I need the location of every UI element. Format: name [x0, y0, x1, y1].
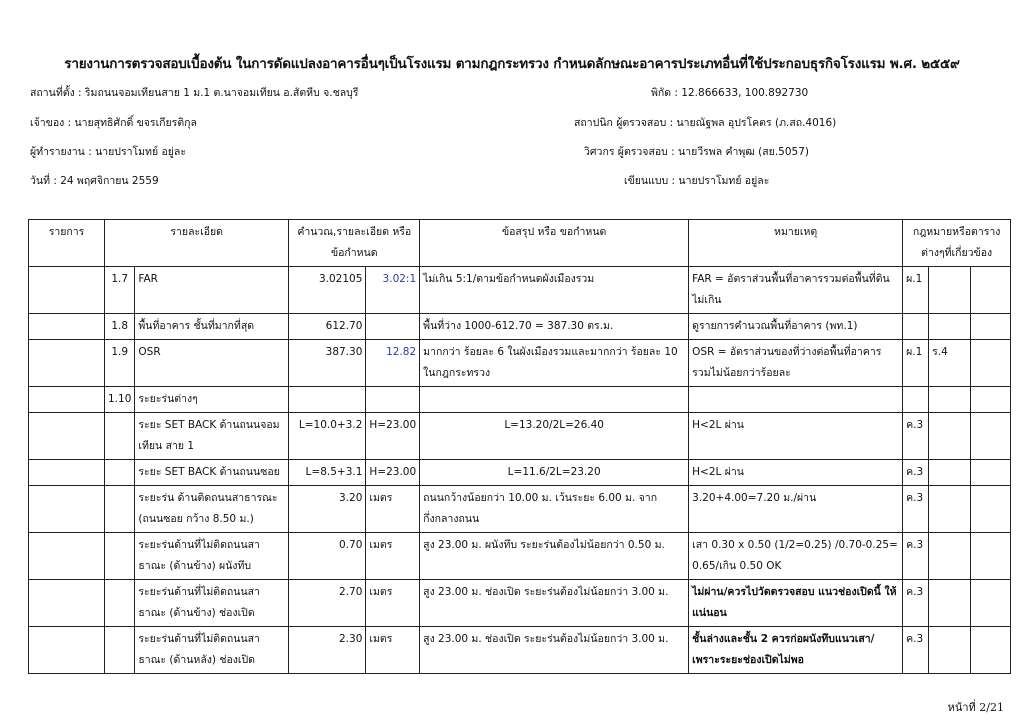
row-no	[105, 413, 135, 460]
row-law-3	[971, 460, 1011, 486]
row-no: 1.9	[105, 340, 135, 387]
row-law-2	[929, 387, 971, 413]
row-law-3	[971, 413, 1011, 460]
row-law-2	[929, 627, 971, 674]
row-detail: FAR	[135, 267, 289, 314]
row-law-3	[971, 340, 1011, 387]
row-conclusion: ไม่เกิน 5:1/ตามข้อกำหนดผังเมืองรวม	[420, 267, 689, 314]
row-law-3	[971, 486, 1011, 533]
info-drafter: เขียนแบบ : นายปราโมทย์ อยู่ละ	[624, 175, 770, 187]
row-law: ผ.1	[903, 340, 929, 387]
row-remark: ชั้นล่างและชั้น 2 ควรก่อผนังทึบแนวเสา/เพราะระยะช่องเปิดไม่พอ	[689, 627, 903, 674]
header-law: กฎหมายหรือตาราง ต่างๆที่เกี่ยวข้อง	[903, 220, 1011, 267]
row-law-3	[971, 387, 1011, 413]
row-law-3	[971, 267, 1011, 314]
row-law-2	[929, 533, 971, 580]
row-no: 1.8	[105, 314, 135, 340]
table-row	[29, 486, 1011, 533]
table-row	[29, 533, 1011, 580]
row-no	[105, 627, 135, 674]
header-conclusion: ข้อสรุป หรือ ขอกำหนด	[420, 220, 689, 267]
row-detail: ระยะ SET BACK ด้านถนนซอย	[135, 460, 289, 486]
row-law: ค.3	[903, 460, 929, 486]
row-value: 612.70	[289, 314, 366, 340]
row-law-2	[929, 486, 971, 533]
row-remark: 3.20+4.00=7.20 ม./ผ่าน	[689, 486, 903, 533]
row-law-3	[971, 627, 1011, 674]
row-no	[105, 533, 135, 580]
row-law: ค.3	[903, 486, 929, 533]
info-date: วันที่ : 24 พฤศจิกายน 2559	[30, 175, 159, 187]
row-law-2	[929, 413, 971, 460]
row-detail: พื้นที่อาคาร ชั้นที่มากที่สุด	[135, 314, 289, 340]
row-conclusion: ถนนกว้างน้อยกว่า 10.00 ม. เว้นระยะ 6.00 ม. จากกึ่งกลางถนน	[420, 486, 689, 533]
table-row	[29, 267, 1011, 314]
row-law-3	[971, 533, 1011, 580]
info-location: สถานที่ตั้ง : ริมถนนจอมเทียนสาย 1 ม.1 ต.นาจอมเทียน อ.สัตหีบ จ.ชลบุรี	[30, 87, 359, 99]
row-detail: ระยะร่นด้านที่ไม่ติดถนนสาธาณะ (ด้านข้าง) ผนังทึบ	[135, 533, 289, 580]
row-conclusion: L=13.20/2L=26.40	[420, 413, 689, 460]
row-value: L=8.5+3.1	[289, 460, 366, 486]
row-conclusion: L=11.6/2L=23.20	[420, 460, 689, 486]
table-row	[29, 340, 1011, 387]
row-conclusion: สูง 23.00 ม. ผนังทึบ ระยะร่นต้องไม่น้อยกว่า 0.50 ม.	[420, 533, 689, 580]
row-law: ค.3	[903, 413, 929, 460]
row-conclusion	[420, 387, 689, 413]
row-value: 3.02105	[289, 267, 366, 314]
row-result: H=23.00	[366, 413, 420, 460]
table-row	[29, 387, 1011, 413]
row-remark	[689, 387, 903, 413]
row-value: 2.30	[289, 627, 366, 674]
row-remark: H<2L ผ่าน	[689, 413, 903, 460]
table-row	[29, 460, 1011, 486]
row-remark: ดูรายการคำนวณพื้นที่อาคาร (พท.1)	[689, 314, 903, 340]
row-no	[105, 486, 135, 533]
row-law: ค.3	[903, 533, 929, 580]
row-result: H=23.00	[366, 460, 420, 486]
row-result: เมตร	[366, 627, 420, 674]
row-result: เมตร	[366, 580, 420, 627]
row-value: L=10.0+3.2	[289, 413, 366, 460]
row-detail: ระยะร่น ด้านติดถนนสาธารณะ (ถนนซอย กว้าง 8.50 ม.)	[135, 486, 289, 533]
row-no: 1.7	[105, 267, 135, 314]
row-conclusion: มากกว่า ร้อยละ 6 ในผังเมืองรวมและมากกว่า ร้อยละ 10 ในกฎกระทรวง	[420, 340, 689, 387]
row-detail: OSR	[135, 340, 289, 387]
row-value: 387.30	[289, 340, 366, 387]
row-remark: ไม่ผ่าน/ควรไปวัดตรวจสอบ แนวช่องเปิดนี้ ให้แน่นอน	[689, 580, 903, 627]
row-conclusion: พื้นที่ว่าง 1000-612.70 = 387.30 ตร.ม.	[420, 314, 689, 340]
row-detail: ระยะร่นด้านที่ไม่ติดถนนสาธาณะ (ด้านหลัง) ช่องเปิด	[135, 627, 289, 674]
row-value: 3.20	[289, 486, 366, 533]
row-remark: OSR = อัตราส่วนของที่ว่างต่อพื้นที่อาคารรวมไม่น้อยกว่าร้อยละ	[689, 340, 903, 387]
row-law-2	[929, 580, 971, 627]
row-value: 0.70	[289, 533, 366, 580]
table-row	[29, 580, 1011, 627]
header-detail: รายละเอียด	[105, 220, 289, 267]
row-result	[366, 314, 420, 340]
row-law	[903, 387, 929, 413]
row-value	[289, 387, 366, 413]
header-calc: คำนวณ,รายละเอียด หรือ ข้อกำหนด	[289, 220, 420, 267]
row-remark: เสา 0.30 x 0.50 (1/2=0.25) /0.70-0.25= 0.65/เกิน 0.50 OK	[689, 533, 903, 580]
row-law-3	[971, 580, 1011, 627]
row-law: ค.3	[903, 580, 929, 627]
row-no: 1.10	[105, 387, 135, 413]
row-law: ค.3	[903, 627, 929, 674]
info-coords: พิกัด : 12.866633, 100.892730	[651, 87, 809, 99]
row-conclusion: สูง 23.00 ม. ช่องเปิด ระยะร่นต้องไม่น้อยกว่า 3.00 ม.	[420, 580, 689, 627]
info-engineer: วิศวกร ผู้ตรวจสอบ : นายวีรพล คำพุฒ (สย.5057)	[584, 146, 809, 158]
row-no	[105, 580, 135, 627]
row-detail: ระยะ SET BACK ด้านถนนจอมเทียน สาย 1	[135, 413, 289, 460]
row-result: เมตร	[366, 533, 420, 580]
row-conclusion: สูง 23.00 ม. ช่องเปิด ระยะร่นต้องไม่น้อยกว่า 3.00 ม.	[420, 627, 689, 674]
row-law-2	[929, 314, 971, 340]
table-row	[29, 314, 1011, 340]
header-item: รายการ	[29, 220, 105, 267]
header-remark: หมายเหตุ	[689, 220, 903, 267]
row-result: 12.82	[366, 340, 420, 387]
row-law-2	[929, 267, 971, 314]
row-detail: ระยะร่นด้านที่ไม่ติดถนนสาธาณะ (ด้านข้าง) ช่องเปิด	[135, 580, 289, 627]
inspection-table	[28, 219, 1011, 674]
info-reporter: ผู้ทำรายงาน : นายปราโมทย์ อยู่ละ	[30, 146, 187, 158]
row-law: ผ.1	[903, 267, 929, 314]
row-result: เมตร	[366, 486, 420, 533]
report-title: รายงานการตรวจสอบเบื้องต้น ในการดัดแปลงอาคารอื่นๆเป็นโรงแรม ตามกฎกระทรวง กำหนดลักษณะอาคารประเภทอื่นที่ใช้ประกอบธุรกิจโรงแรม พ.ศ. ๒๕๕๙	[64, 56, 960, 72]
row-no	[105, 460, 135, 486]
row-remark: FAR = อัตราส่วนพื้นที่อาคารรวมต่อพื้นที่ดินไม่เกิน	[689, 267, 903, 314]
row-value: 2.70	[289, 580, 366, 627]
table-row	[29, 627, 1011, 674]
row-law	[903, 314, 929, 340]
row-law-2	[929, 460, 971, 486]
row-remark: H<2L ผ่าน	[689, 460, 903, 486]
info-owner: เจ้าของ : นายสุทธิศักดิ์ ขจรเกียรติกุล	[30, 117, 197, 129]
table-header-row	[29, 220, 1011, 267]
info-architect: สถาปนิก ผู้ตรวจสอบ : นายณัฐพล อุปรโคตร (ภ.สถ.4016)	[574, 117, 837, 129]
row-result	[366, 387, 420, 413]
row-law-2: ร.4	[929, 340, 971, 387]
page-number: หน้าที่ 2/21	[947, 701, 1004, 714]
row-result: 3.02:1	[366, 267, 420, 314]
table-row	[29, 413, 1011, 460]
row-law-3	[971, 314, 1011, 340]
row-detail: ระยะร่นต่างๆ	[135, 387, 289, 413]
